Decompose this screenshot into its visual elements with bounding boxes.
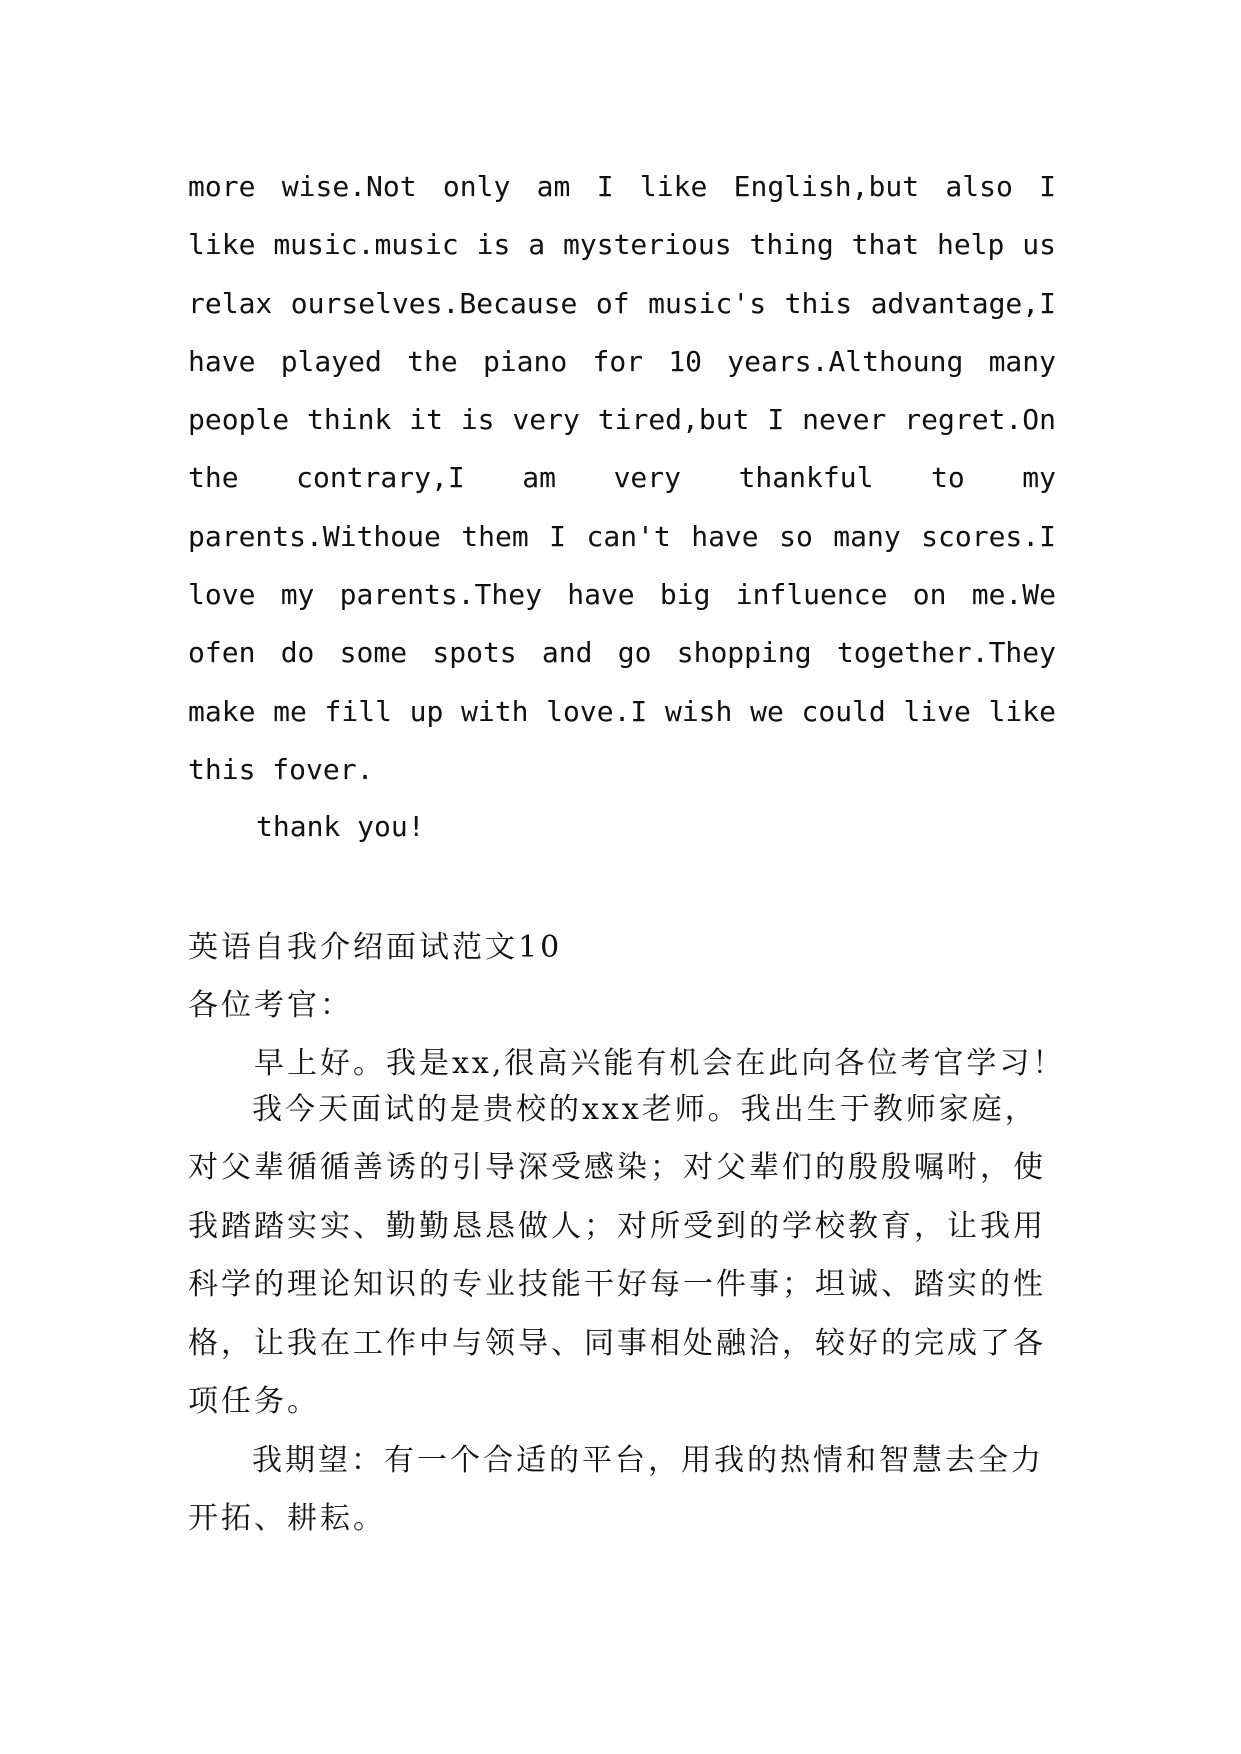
- paragraph-3: [188, 1432, 1058, 1549]
- text-line: 科学的理论知识的专业技能干好每一件事；坦诚、踏实的性: [188, 1267, 1046, 1303]
- text-line: make me fill up with love.I wish we could live like: [188, 694, 1056, 728]
- text-line: this fover.: [188, 752, 374, 786]
- text-line: 我期望：有一个合适的平台，用我的热情和智慧去全力: [252, 1443, 1044, 1478]
- text-line: relax ourselves.Because of music's this advantage,I: [188, 286, 1056, 320]
- salutation: 各位考官：: [188, 988, 353, 1023]
- text-line: like music.music is a mysterious thing that help us: [188, 228, 1056, 262]
- text-line: 格，让我在工作中与领导、同事相处融洽，较好的完成了各: [188, 1325, 1046, 1361]
- greeting-line: 早上好。我是xx,很高兴能有机会在此向各位考官学习！: [254, 1046, 1066, 1081]
- text-line: more wise.Not only am I like English,but also I: [188, 170, 1056, 203]
- text-line: 我踏踏实实、勤勤恳恳做人；对所受到的学校教育，让我用: [188, 1208, 1046, 1244]
- text-line: 我今天面试的是贵校的xxx老师。我出生于教师家庭，: [252, 1092, 1038, 1127]
- section-title: 英语自我介绍面试范文10: [188, 930, 563, 965]
- text-line: 项任务。: [188, 1383, 320, 1419]
- text-line: 对父辈循循善诱的引导深受感染；对父辈们的殷殷嘱咐，使: [188, 1150, 1046, 1186]
- closing-line: thank you!: [256, 810, 425, 843]
- english-paragraph: [188, 158, 1056, 799]
- text-line: 开拓、耕耘。: [188, 1501, 386, 1537]
- text-line: parents.Withoue them I can't have so many scores.I: [188, 519, 1056, 553]
- text-line: ofen do some spots and go shopping together.They: [188, 636, 1056, 670]
- text-line: people think it is very tired,but I never regret.On: [188, 403, 1056, 437]
- text-line: love my parents.They have big influence on me.We: [188, 578, 1056, 612]
- text-line: have played the piano for 10 years.Althoung many: [188, 344, 1056, 378]
- text-line: the contrary,I am very thankful to my: [188, 461, 1056, 495]
- paragraph-2: [188, 1081, 1058, 1431]
